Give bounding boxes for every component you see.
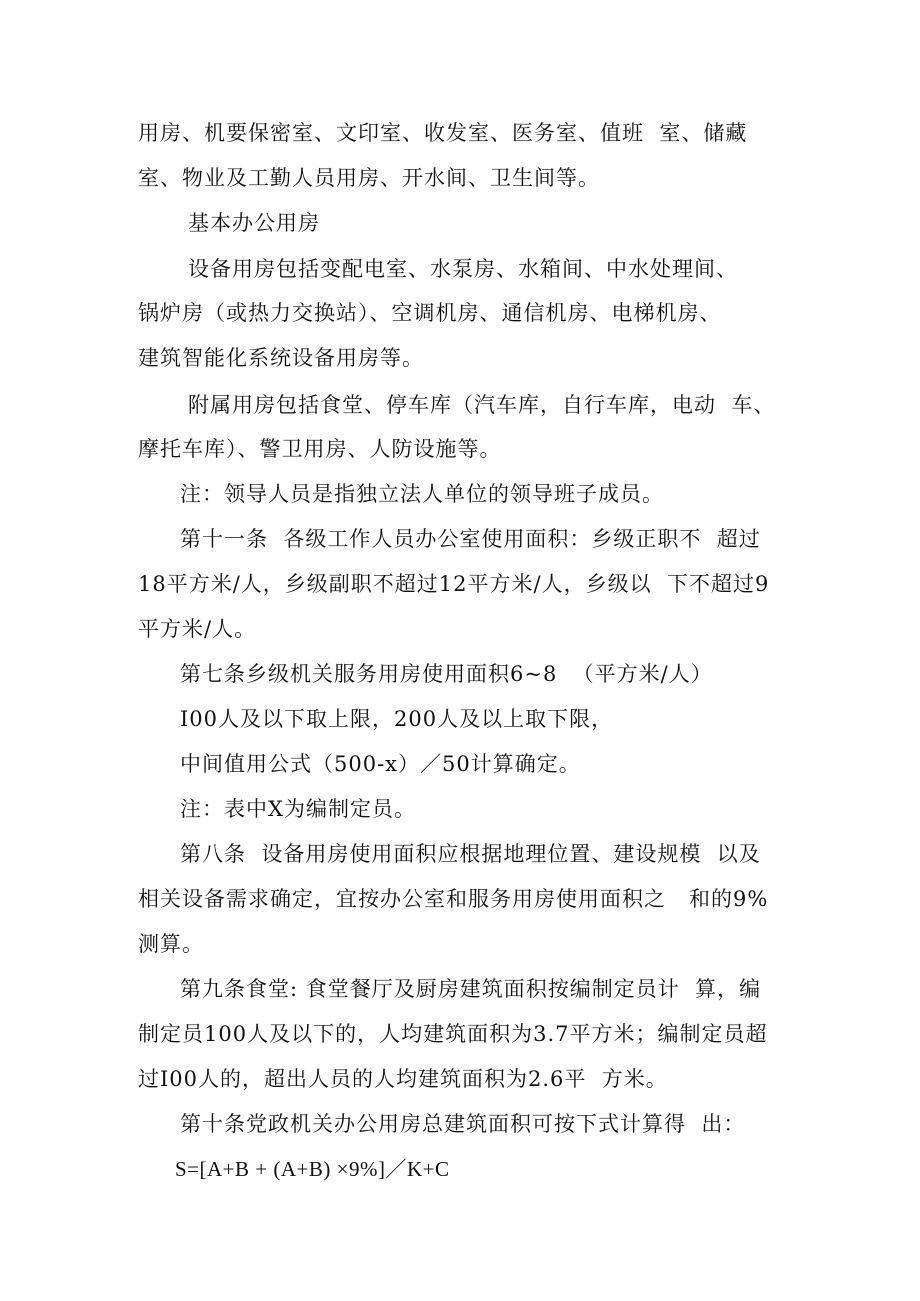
article-7: 第七条乡级机关服务用房使用面积6~8 （平方米/人） xyxy=(180,662,713,686)
text-line: 制定员100人及以下的，人均建筑面积为3.7平方米；编制定员超 xyxy=(138,1022,768,1046)
text-line: 摩托车库）、警卫用房、人防设施等。 xyxy=(138,437,502,461)
note-line: 注：领导人员是指独立法人单位的领导班子成员。 xyxy=(180,482,664,506)
article-10: 第十条党政机关办公用房总建筑面积可按下式计算得 出： xyxy=(180,1112,746,1136)
area-formula: S=[A+B + (A+B) ×9%]／K+C xyxy=(175,1157,450,1181)
text-line: 用房、机要保密室、文印室、收发室、医务室、值班 室、储藏 xyxy=(138,121,748,145)
text-line: 测算。 xyxy=(138,932,204,956)
text-line: 附属用房包括食堂、停车库（汽车库，自行车库，电动 车、 xyxy=(188,393,776,417)
text-line: 过I00人的，超出人员的人均建筑面积为2.6平 方米。 xyxy=(138,1067,668,1091)
text-line: 室、物业及工勤人员用房、开水间、卫生间等。 xyxy=(138,166,600,190)
text-line: 设备用房包括变配电室、水泵房、水箱间、中水处理间、 xyxy=(188,257,738,281)
text-line: 18平方米/人，乡级副职不超过12平方米/人，乡级以 下不超过9 xyxy=(138,572,770,596)
note-line: 注：表中X为编制定员。 xyxy=(180,797,416,821)
section-heading: 基本办公用房 xyxy=(188,211,320,235)
text-line: 平方米/人。 xyxy=(138,617,257,641)
text-line: 相关设备需求确定，宜按办公室和服务用房使用面积之 和的9% xyxy=(138,887,769,911)
article-9: 第九条食堂: 食堂餐厅及厨房建筑面积按编制定员计 算，编 xyxy=(180,977,762,1001)
text-line: I00人及以下取上限，200人及以上取下限， xyxy=(180,707,614,731)
article-11: 第十一条 各级工作人员办公室使用面积：乡级正职不 超过 xyxy=(180,527,761,551)
text-line: 锅炉房（或热力交换站）、空调机房、通信机房、电梯机房、 xyxy=(138,301,722,325)
article-8: 第八条 设备用房使用面积应根据地理位置、建设规模 以及 xyxy=(180,842,761,866)
text-line: 建筑智能化系统设备用房等。 xyxy=(138,346,424,370)
text-line: 中间值用公式（500-x）／50计算确定。 xyxy=(180,752,581,776)
